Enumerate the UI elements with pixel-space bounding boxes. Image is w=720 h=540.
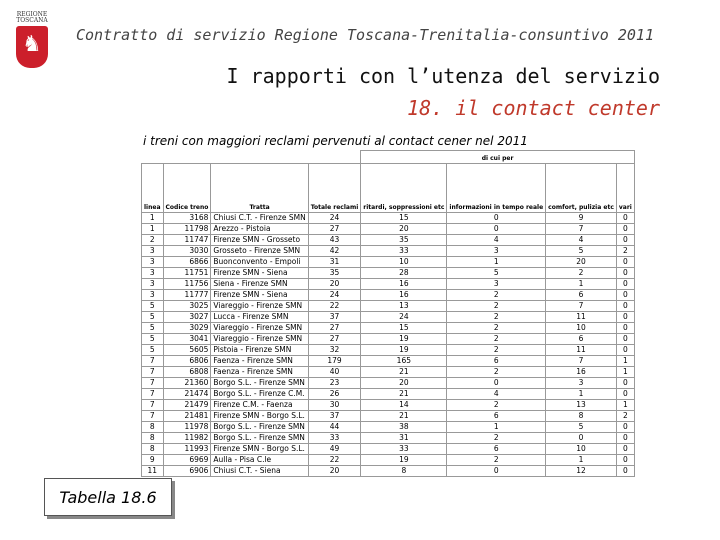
- table-cell: 8: [142, 433, 164, 444]
- table-label-box: Tabella 18.6: [44, 478, 172, 516]
- table-cell: 5: [142, 334, 164, 345]
- slide-title: I rapporti con l’utenza del servizio: [226, 64, 660, 88]
- table-cell: 11747: [163, 235, 211, 246]
- table-row: [142, 213, 635, 224]
- table-cell: 1: [546, 455, 617, 466]
- table-row: [142, 224, 635, 235]
- header-title: Contratto di servizio Regione Toscana-Trenitalia-consuntivo 2011: [76, 26, 654, 44]
- table-cell: 11993: [163, 444, 211, 455]
- table-cell: Arezzo - Pistoia: [211, 224, 308, 235]
- table-cell: 37: [308, 312, 361, 323]
- table-cell: 0: [616, 444, 634, 455]
- table-cell: 0: [616, 235, 634, 246]
- table-cell: 7: [142, 356, 164, 367]
- table-cell: 24: [308, 290, 361, 301]
- column-header: ritardi, soppressioni etc: [361, 164, 447, 213]
- table-cell: 11: [142, 466, 164, 477]
- table-cell: 21: [361, 389, 447, 400]
- table-cell: 19: [361, 455, 447, 466]
- table-cell: 28: [361, 268, 447, 279]
- table-cell: Borgo S.L. - Firenze SMN: [211, 422, 308, 433]
- table-cell: 0: [447, 213, 546, 224]
- table-cell: Borgo S.L. - Firenze SMN: [211, 433, 308, 444]
- table-cell: 21474: [163, 389, 211, 400]
- table-cell: Faenza - Firenze SMN: [211, 367, 308, 378]
- table-cell: 21360: [163, 378, 211, 389]
- table-cell: 27: [308, 334, 361, 345]
- table-cell: 10: [546, 323, 617, 334]
- table-cell: 2: [616, 246, 634, 257]
- table-cell: 2: [447, 323, 546, 334]
- table-cell: 7: [546, 224, 617, 235]
- table-cell: 0: [447, 466, 546, 477]
- table-cell: 0: [616, 213, 634, 224]
- table-cell: 2: [447, 301, 546, 312]
- pegasus-icon: ♞: [22, 32, 42, 57]
- table-cell: Viareggio - Firenze SMN: [211, 323, 308, 334]
- table-cell: 6808: [163, 367, 211, 378]
- table-cell: 1: [546, 389, 617, 400]
- table-cell: 5: [142, 323, 164, 334]
- table-row: [142, 301, 635, 312]
- table-row: [142, 235, 635, 246]
- table-cell: 2: [447, 433, 546, 444]
- table-cell: Chiusi C.T. - Firenze SMN: [211, 213, 308, 224]
- table-cell: 33: [361, 246, 447, 257]
- table-row: [142, 433, 635, 444]
- table-cell: 2: [447, 345, 546, 356]
- table-cell: 31: [361, 433, 447, 444]
- table-cell: 21481: [163, 411, 211, 422]
- table-cell: 0: [616, 257, 634, 268]
- table-cell: Firenze C.M. - Faenza: [211, 400, 308, 411]
- table-cell: Borgo S.L. - Firenze C.M.: [211, 389, 308, 400]
- table-cell: 3: [447, 246, 546, 257]
- table-cell: 165: [361, 356, 447, 367]
- table-cell: 6906: [163, 466, 211, 477]
- table-cell: 0: [616, 323, 634, 334]
- table-cell: 1: [616, 356, 634, 367]
- table-cell: 19: [361, 345, 447, 356]
- column-header: Tratta: [211, 164, 308, 213]
- table-cell: 7: [142, 411, 164, 422]
- table-cell: 23: [308, 378, 361, 389]
- table-row: [142, 455, 635, 466]
- table-cell: 3027: [163, 312, 211, 323]
- table-cell: 8: [361, 466, 447, 477]
- table-cell: 0: [616, 345, 634, 356]
- table-row: [142, 312, 635, 323]
- table-cell: 5: [142, 312, 164, 323]
- table-cell: 35: [361, 235, 447, 246]
- table-cell: 15: [361, 323, 447, 334]
- table-cell: 2: [447, 367, 546, 378]
- table-group-header-row: [142, 151, 635, 164]
- table-cell: 2: [546, 268, 617, 279]
- table-cell: 20: [308, 466, 361, 477]
- table-cell: 44: [308, 422, 361, 433]
- table-cell: Firenze SMN - Borgo S.L.: [211, 444, 308, 455]
- table-cell: 27: [308, 323, 361, 334]
- table-cell: 5605: [163, 345, 211, 356]
- table-cell: 30: [308, 400, 361, 411]
- table-cell: 2: [447, 312, 546, 323]
- table-cell: 0: [616, 466, 634, 477]
- table-cell: 7: [546, 356, 617, 367]
- table-body: [142, 213, 635, 477]
- table-cell: 1: [616, 367, 634, 378]
- table-cell: 37: [308, 411, 361, 422]
- table-cell: 0: [616, 301, 634, 312]
- table-cell: 0: [616, 378, 634, 389]
- table-row: [142, 290, 635, 301]
- table-row: [142, 411, 635, 422]
- table-cell: 4: [546, 235, 617, 246]
- table-cell: 5: [447, 268, 546, 279]
- table-cell: 11: [546, 345, 617, 356]
- table-cell: 40: [308, 367, 361, 378]
- table-header-row: [142, 164, 635, 213]
- table-caption: i treni con maggiori reclami pervenuti al contact cener nel 2011: [143, 134, 528, 148]
- table-cell: 5: [546, 246, 617, 257]
- table-cell: Grosseto - Firenze SMN: [211, 246, 308, 257]
- table-cell: 16: [546, 367, 617, 378]
- table-cell: 11: [546, 312, 617, 323]
- table-cell: 3041: [163, 334, 211, 345]
- column-header: comfort, pulizia etc: [546, 164, 617, 213]
- table-cell: 0: [616, 389, 634, 400]
- table-cell: 20: [361, 378, 447, 389]
- table-cell: Viareggio - Firenze SMN: [211, 301, 308, 312]
- table-cell: 11751: [163, 268, 211, 279]
- table-cell: 9: [546, 213, 617, 224]
- table-cell: Firenze SMN - Grosseto: [211, 235, 308, 246]
- column-header: linea: [142, 164, 164, 213]
- table-cell: 0: [616, 290, 634, 301]
- table-cell: 6: [546, 334, 617, 345]
- table-cell: Aulla - Pisa C.le: [211, 455, 308, 466]
- table-row: [142, 444, 635, 455]
- table-cell: Firenze SMN - Borgo S.L.: [211, 411, 308, 422]
- table-cell: 3: [142, 279, 164, 290]
- table-row: [142, 345, 635, 356]
- table-cell: 12: [546, 466, 617, 477]
- table-cell: Firenze SMN - Siena: [211, 290, 308, 301]
- table-cell: 0: [616, 268, 634, 279]
- table-cell: 3: [447, 279, 546, 290]
- table-cell: 2: [447, 455, 546, 466]
- table-cell: 2: [616, 411, 634, 422]
- table-cell: 20: [361, 224, 447, 235]
- table-row: [142, 367, 635, 378]
- table-cell: 8: [142, 422, 164, 433]
- table-cell: 10: [361, 257, 447, 268]
- table-cell: 16: [361, 290, 447, 301]
- table-cell: 5: [142, 345, 164, 356]
- table-cell: 21: [361, 367, 447, 378]
- table-cell: 0: [616, 312, 634, 323]
- table-cell: Faenza - Firenze SMN: [211, 356, 308, 367]
- table-cell: 1: [447, 257, 546, 268]
- table-cell: 32: [308, 345, 361, 356]
- table-cell: 43: [308, 235, 361, 246]
- table-cell: 13: [361, 301, 447, 312]
- logo-text: REGIONE TOSCANA: [16, 11, 48, 24]
- table-cell: 11982: [163, 433, 211, 444]
- table-cell: 10: [546, 444, 617, 455]
- table-cell: Viareggio - Firenze SMN: [211, 334, 308, 345]
- table-cell: 6: [546, 290, 617, 301]
- table-row: [142, 323, 635, 334]
- table-cell: 3025: [163, 301, 211, 312]
- table-cell: 27: [308, 224, 361, 235]
- table-cell: 0: [616, 224, 634, 235]
- table-row: [142, 334, 635, 345]
- table-cell: 4: [447, 389, 546, 400]
- table-cell: 22: [308, 455, 361, 466]
- table-cell: 0: [447, 378, 546, 389]
- table-cell: Chiusi C.T. - Siena: [211, 466, 308, 477]
- table-cell: Borgo S.L. - Firenze SMN: [211, 378, 308, 389]
- table-cell: Lucca - Firenze SMN: [211, 312, 308, 323]
- table-cell: Buonconvento - Empoli: [211, 257, 308, 268]
- table-cell: 49: [308, 444, 361, 455]
- table-cell: 24: [308, 213, 361, 224]
- table-cell: 3168: [163, 213, 211, 224]
- table-cell: 1: [616, 400, 634, 411]
- table-cell: 22: [308, 301, 361, 312]
- table-cell: 1: [142, 224, 164, 235]
- table-cell: 15: [361, 213, 447, 224]
- table-cell: 6969: [163, 455, 211, 466]
- table-cell: 14: [361, 400, 447, 411]
- table-cell: 1: [546, 279, 617, 290]
- table-cell: Firenze SMN - Siena: [211, 268, 308, 279]
- table-row: [142, 356, 635, 367]
- table-row: [142, 466, 635, 477]
- table-cell: 0: [616, 279, 634, 290]
- table-cell: 11756: [163, 279, 211, 290]
- column-header: vari: [616, 164, 634, 213]
- table-cell: 21479: [163, 400, 211, 411]
- table-cell: 3: [546, 378, 617, 389]
- table-cell: 0: [616, 422, 634, 433]
- table-cell: 5: [546, 422, 617, 433]
- table-cell: 4: [447, 235, 546, 246]
- table-cell: 13: [546, 400, 617, 411]
- table-row: [142, 389, 635, 400]
- column-header: Codice treno: [163, 164, 211, 213]
- table-row: [142, 378, 635, 389]
- table-cell: 11978: [163, 422, 211, 433]
- table-cell: 0: [546, 433, 617, 444]
- table-row: [142, 279, 635, 290]
- table-cell: 6806: [163, 356, 211, 367]
- table-cell: 2: [447, 400, 546, 411]
- table-row: [142, 400, 635, 411]
- table-cell: 11777: [163, 290, 211, 301]
- table-cell: 2: [447, 334, 546, 345]
- table-cell: Pistoia - Firenze SMN: [211, 345, 308, 356]
- group-header: di cui per: [361, 151, 635, 164]
- table-row: [142, 246, 635, 257]
- table-cell: 6866: [163, 257, 211, 268]
- slide-subtitle: 18. il contact center: [407, 96, 660, 120]
- table-row: [142, 268, 635, 279]
- table-cell: 7: [142, 389, 164, 400]
- complaints-table: [141, 150, 635, 477]
- table-cell: 2: [447, 290, 546, 301]
- table-cell: 6: [447, 411, 546, 422]
- table-cell: 179: [308, 356, 361, 367]
- table-cell: 6: [447, 444, 546, 455]
- regione-toscana-logo: [12, 12, 52, 70]
- table-cell: 26: [308, 389, 361, 400]
- table-row: [142, 422, 635, 433]
- table-cell: 6: [447, 356, 546, 367]
- table-cell: Siena - Firenze SMN: [211, 279, 308, 290]
- table-cell: 9: [142, 455, 164, 466]
- table-cell: 8: [546, 411, 617, 422]
- table-cell: 21: [361, 411, 447, 422]
- table-cell: 20: [546, 257, 617, 268]
- table-cell: 7: [142, 367, 164, 378]
- table-cell: 33: [361, 444, 447, 455]
- table-cell: 0: [616, 433, 634, 444]
- table-cell: 7: [546, 301, 617, 312]
- table-cell: 1: [447, 422, 546, 433]
- table-cell: 7: [142, 400, 164, 411]
- table-cell: 3: [142, 290, 164, 301]
- column-header: Totale reclami: [308, 164, 361, 213]
- table-cell: 3: [142, 246, 164, 257]
- table-cell: 5: [142, 301, 164, 312]
- table-cell: 7: [142, 378, 164, 389]
- table-cell: 19: [361, 334, 447, 345]
- table-cell: 1: [142, 213, 164, 224]
- table-cell: 3: [142, 257, 164, 268]
- table-cell: 3: [142, 268, 164, 279]
- table-cell: 24: [361, 312, 447, 323]
- table-cell: 35: [308, 268, 361, 279]
- column-header: informazioni in tempo reale: [447, 164, 546, 213]
- table-row: [142, 257, 635, 268]
- table-cell: 0: [616, 334, 634, 345]
- table-cell: 2: [142, 235, 164, 246]
- table-cell: 38: [361, 422, 447, 433]
- table-cell: 3030: [163, 246, 211, 257]
- table-cell: 3029: [163, 323, 211, 334]
- table-cell: 0: [447, 224, 546, 235]
- table-cell: 42: [308, 246, 361, 257]
- table-cell: 31: [308, 257, 361, 268]
- table-cell: 8: [142, 444, 164, 455]
- table-cell: 0: [616, 455, 634, 466]
- table-cell: 20: [308, 279, 361, 290]
- table-cell: 11798: [163, 224, 211, 235]
- table-cell: 33: [308, 433, 361, 444]
- table-cell: 16: [361, 279, 447, 290]
